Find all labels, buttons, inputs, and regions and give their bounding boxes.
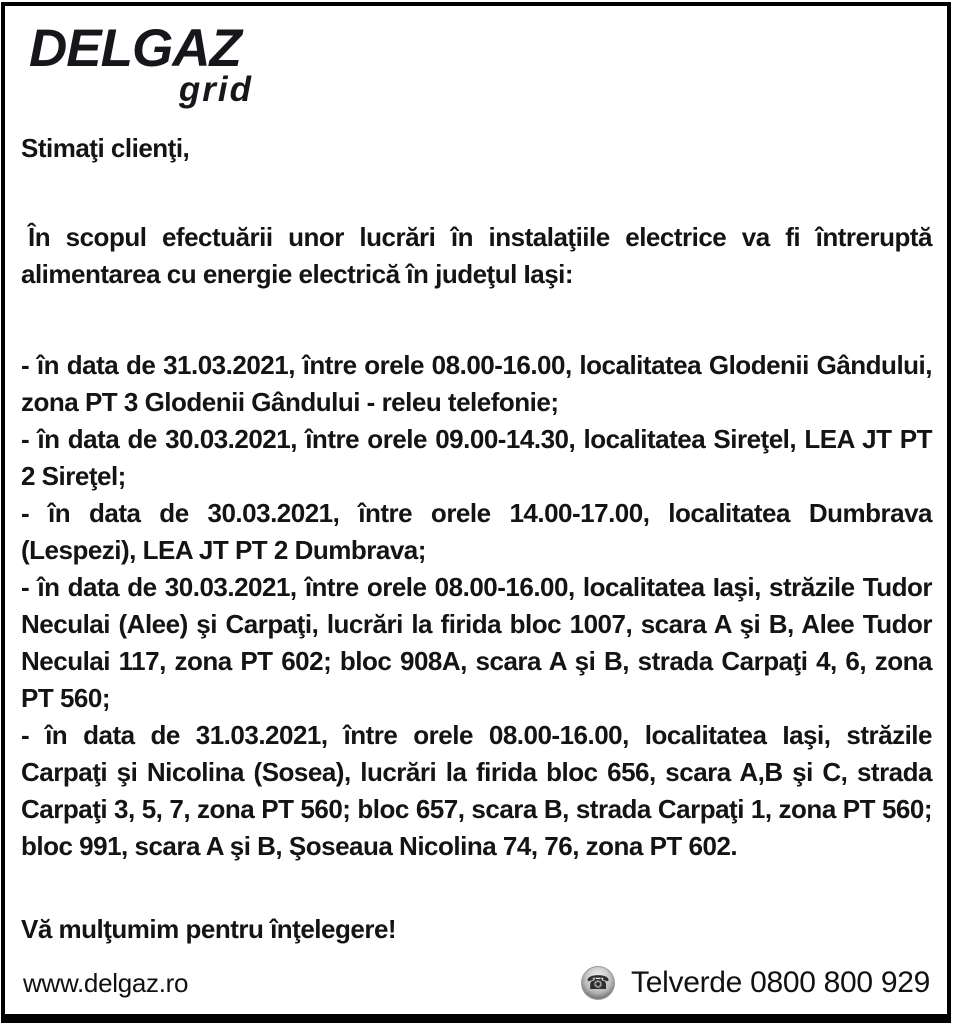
- greeting-text: Stimaţi clienţi,: [21, 133, 190, 163]
- outage-entry-glodenii: - în data de 31.03.2021, între orele 08.00-16.00, localitatea Glodenii Gândului, zona PT 3 Glodenii Gândului - releu telefonie;: [21, 350, 932, 417]
- phone-contact: [581, 966, 932, 1000]
- telephone-icon: ☎: [581, 966, 615, 1000]
- logo-sub-text: grid: [178, 70, 253, 109]
- website-text: www.delgaz.ro: [23, 967, 189, 998]
- delgaz-grid-logo: [29, 19, 261, 109]
- outage-list: [21, 347, 932, 865]
- outage-entry-dumbrava: - în data de 30.03.2021, între orele 14.00-17.00, localitatea Dumbrava (Lespezi), LEA JT PT 2 Dumbrava;: [21, 498, 932, 565]
- outage-entry-iasi-30-03: - în data de 30.03.2021, între orele 08.00-16.00, localitatea Iaşi, străzile Tudor Neculai (Alee) şi Carpaţi, lucrări la firida bloc 1007, scara A şi B, Alee Tudor Neculai 117, zona PT 602; bloc 908A, scara A şi B, strada Carpaţi 4, 6, zona PT 560;: [21, 572, 932, 713]
- phone-number-text: Telverde 0800 800 929: [631, 966, 930, 999]
- logo-brand-text: DELGAZ: [29, 19, 241, 78]
- footer: [21, 966, 932, 1008]
- outage-entry-siretel: - în data de 30.03.2021, între orele 09.00-14.30, localitatea Sireţel, LEA JT PT 2 Sireţel;: [21, 424, 932, 491]
- intro-paragraph: În scopul efectuării unor lucrări în instalaţiile electrice va fi întreruptă alimentarea cu energie electrică în judeţul Iaşi:: [21, 222, 932, 289]
- outage-entry-iasi-31-03: - în data de 31.03.2021, între orele 08.00-16.00, localitatea Iaşi, străzile Carpaţi şi Nicolina (Sosea), lucrări la firida bloc 656, scara A,B şi C, strada Carpaţi 3, 5, 7, zona PT 560; bloc 657, scara B, strada Carpaţi 1, zona PT 560; bloc 991, scara A şi B, Şoseaua Nicolina 74, 76, zona PT 602.: [21, 720, 932, 861]
- notice-frame: [1, 2, 951, 1023]
- closing-text: Vă mulţumim pentru înţelegere!: [21, 914, 397, 944]
